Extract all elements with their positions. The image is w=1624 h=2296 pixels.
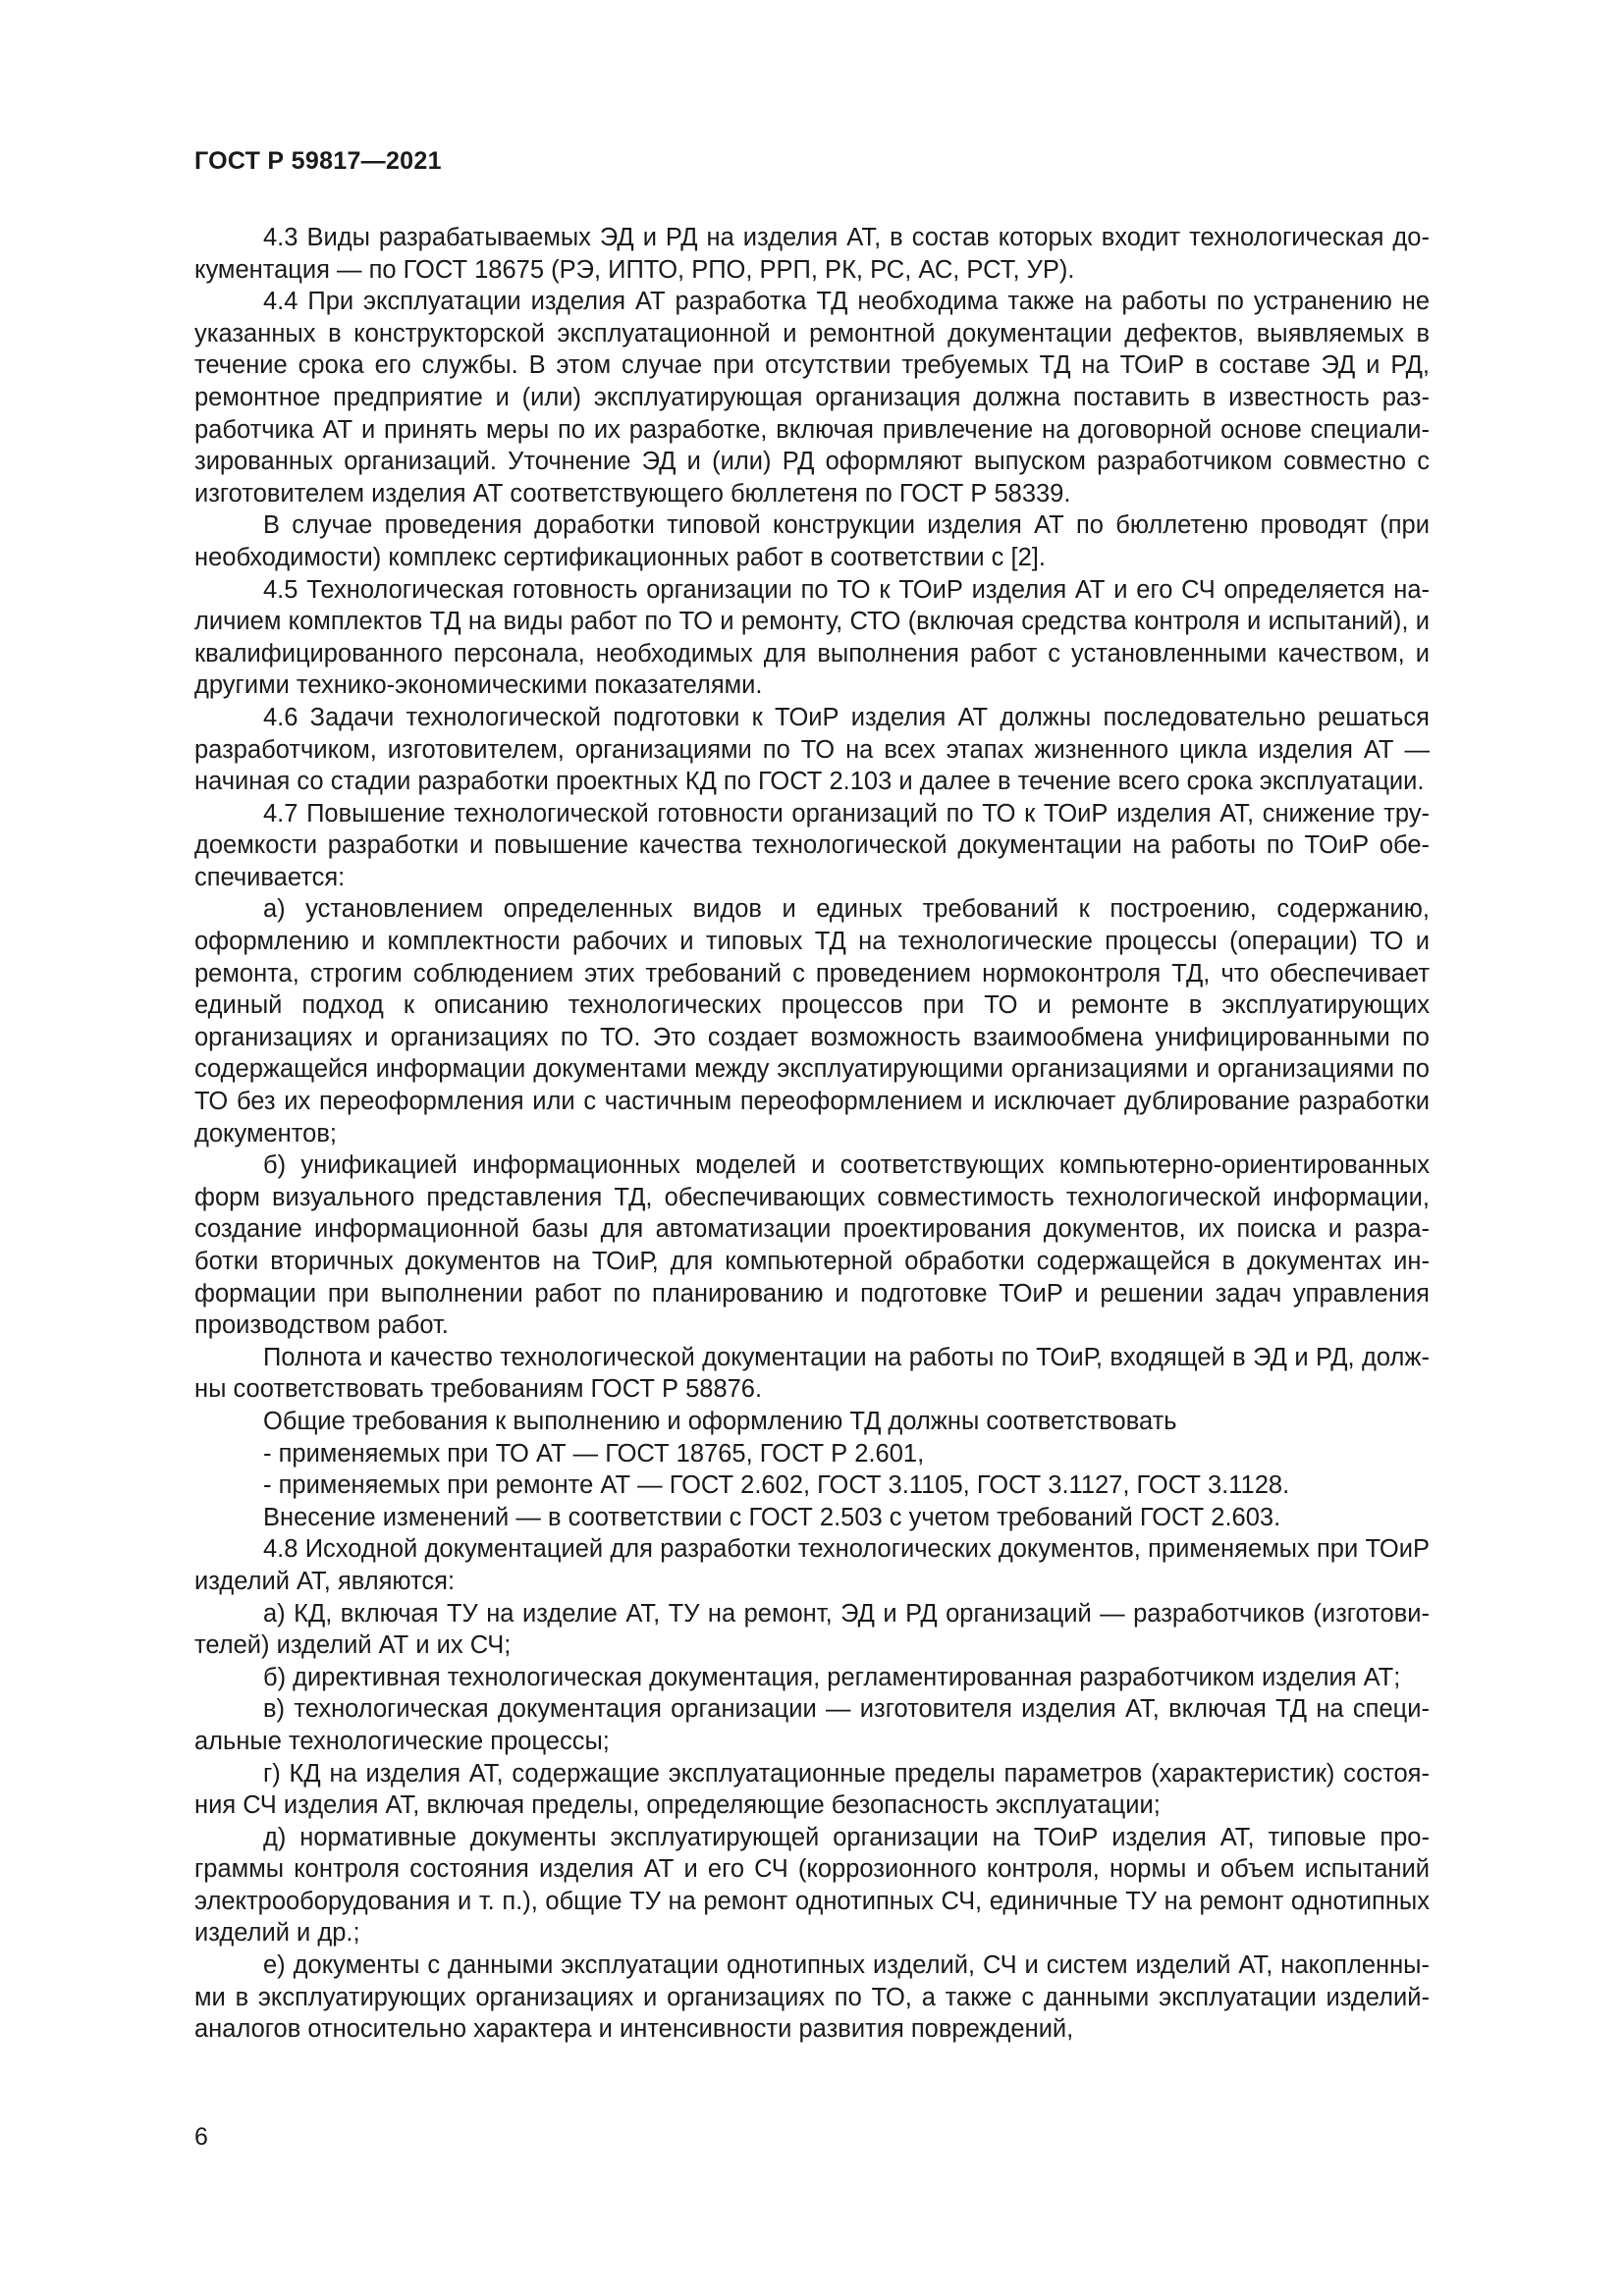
list-item-4-8-a: а) КД, включая ТУ на изделие АТ, ТУ на ремонт, ЭД и РД организаций — разработчиков (изготовителей) изделий АТ и их СЧ; xyxy=(194,1599,1430,1660)
paragraph-4-4: 4.4 При эксплуатации изделия АТ разработка ТД необходима также на работы по устранению не указанных в конструкторской эксплуатационной и ремонтной документации дефектов, выявляемых в течение срока его службы. В этом случае при отсутствии требуемых ТД на ТОиР в составе ЭД и РД, ремонтное предприятие и (или) эксплуатирующая организация должна поставить в известность разработчика АТ и принять меры по их разработке, включая привлечение на договорной основе специализированных организаций. Уточнение ЭД и (или) РД оформляют выпуском разработчиком совместно с изготовителем изделия АТ соответствующего бюллетеня по ГОСТ Р 58339. xyxy=(194,288,1430,507)
document-body xyxy=(194,222,1430,2046)
paragraph-4-3: 4.3 Виды разрабатываемых ЭД и РД на изделия АТ, в состав которых входит технологическая документация — по ГОСТ 18675 (РЭ, ИПТО, РПО, РРП, РК, РС, АС, РСТ, УР). xyxy=(194,224,1430,284)
list-item-4-8-e: е) документы с данными эксплуатации однотипных изделий, СЧ и систем изделий АТ, накопленными в эксплуатирующих организациях и организациях по ТО, а также с данными эксплуатации изделий-аналогов относительно характера и интенсивности развития повреждений, xyxy=(194,1951,1430,2044)
list-item-4-7-a: а) установлением определенных видов и единых требований к построению, содержанию, оформлению и комплектности рабочих и типовых ТД на технологические процессы (операции) ТО и ремонта, строгим соблюдением этих требований с проведением нормоконтроля ТД, что обеспечивает единый подход к описанию технологических процессов при ТО и ремонте в эксплуатирующих организациях и организациях по ТО. Это создает возможность взаимообмена унифицированными по содержащейся информации документами между эксплуатирующими организациями и организациями по ТО без их переоформления или с частичным переоформлением и исключает дублирование разработки документов; xyxy=(194,895,1430,1148)
paragraph-4-5: 4.5 Технологическая готовность организации по ТО к ТОиР изделия АТ и его СЧ определяется наличием комплектов ТД на виды работ по ТО и ремонту, СТО (включая средства контроля и испытаний), и квалифицированного персонала, необходимых для выполнения работ с установленными качеством, и другими технико-экономическими показателями. xyxy=(194,575,1430,700)
standard-header: ГОСТ Р 59817—2021 xyxy=(194,147,442,175)
paragraph-4-6: 4.6 Задачи технологической подготовки к ТОиР изделия АТ должны последовательно решаться разработчиком, изготовителем, организациями по ТО на всех этапах жизненного цикла изделия АТ — начиная со стадии разработки проектных КД по ГОСТ 2.103 и далее в течение всего срока эксплуатации. xyxy=(194,703,1430,796)
paragraph-general-requirements: Общие требования к выполнению и оформлению ТД должны соответствовать xyxy=(263,1407,1177,1435)
list-item-4-7-b: б) унификацией информационных моделей и соответствующих компьютерно-ориентированных форм визуального представления ТД, обеспечивающих совместимость технологической информации, создание информационной базы для автоматизации проектирования документов, их поиска и разработки вторичных документов на ТОиР, для компьютерной обработки содержащейся в документах информации при выполнении работ по планированию и подготовке ТОиР и решении задач управления производством работ. xyxy=(194,1151,1430,1340)
paragraph-completeness: Полнота и качество технологической документации на работы по ТОиР, входящей в ЭД и РД, должны соответствовать требованиям ГОСТ Р 58876. xyxy=(194,1343,1430,1404)
paragraph-4-8: 4.8 Исходной документацией для разработки технологических документов, применяемых при ТОиР изделий АТ, являются: xyxy=(194,1535,1430,1595)
paragraph-4-7: 4.7 Повышение технологической готовности организаций по ТО к ТОиР изделия АТ, снижение трудоемкости разработки и повышение качества технологической документации на работы по ТОиР обеспечивается: xyxy=(194,799,1430,891)
list-item-repair-standards: - применяемых при ремонте АТ — ГОСТ 2.602, ГОСТ 3.1105, ГОСТ 3.1127, ГОСТ 3.1128. xyxy=(263,1471,1290,1500)
paragraph-changes: Внесение изменений — в соответствии с ГОСТ 2.503 с учетом требований ГОСТ 2.603. xyxy=(263,1503,1281,1531)
list-item-4-8-b: б) директивная технологическая документация, регламентированная разработчиком изделия АТ; xyxy=(263,1663,1401,1691)
page-number: 6 xyxy=(194,2123,208,2151)
list-item-maintenance-standards: - применяемых при ТО АТ — ГОСТ 18765, ГОСТ Р 2.601, xyxy=(263,1439,925,1468)
list-item-4-8-g: г) КД на изделия АТ, содержащие эксплуатационные пределы параметров (характеристик) состояния СЧ изделия АТ, включая пределы, определяющие безопасность эксплуатации; xyxy=(194,1759,1430,1820)
paragraph-4-4-bulletin: В случае проведения доработки типовой конструкции изделия АТ по бюллетеню проводят (при необходимости) комплекс сертификационных работ в соответствии с [2]. xyxy=(194,511,1430,571)
list-item-4-8-v: в) технологическая документация организации — изготовителя изделия АТ, включая ТД на специальные технологические процессы; xyxy=(194,1695,1430,1755)
list-item-4-8-d: д) нормативные документы эксплуатирующей организации на ТОиР изделия АТ, типовые программы контроля состояния изделия АТ и его СЧ (коррозионного контроля, нормы и объем испытаний электрооборудования и т. п.), общие ТУ на ремонт однотипных СЧ, единичные ТУ на ремонт однотипных изделий и др.; xyxy=(194,1823,1430,1948)
